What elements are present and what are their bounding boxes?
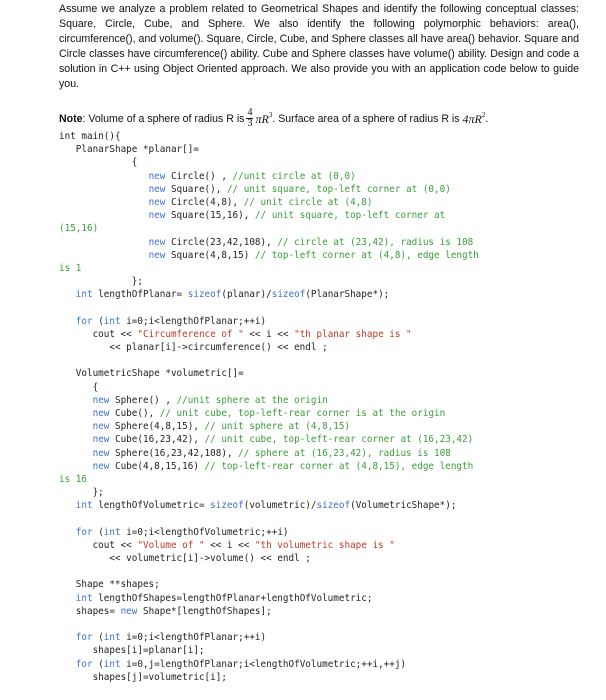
code-line	[59, 196, 579, 209]
code-token: Sphere(4,8,15),	[109, 421, 205, 433]
code-token: int	[103, 526, 121, 538]
code-token: cout <<	[59, 539, 138, 551]
volume-exponent: 3	[268, 110, 273, 119]
code-token: Cube(16,23,42),	[109, 434, 205, 446]
code-line	[59, 499, 579, 512]
code-token: new	[92, 407, 110, 419]
code-token: // top-left corner at (4,8), edge length	[254, 249, 479, 261]
code-token: (15,16)	[59, 223, 99, 235]
code-token: {	[59, 381, 99, 393]
code-token: };	[59, 487, 104, 499]
code-token	[59, 500, 76, 511]
note-label: Note	[59, 112, 83, 125]
fraction-denominator: 3	[247, 118, 253, 129]
code-token: (PlanarShape*);	[305, 289, 390, 301]
code-token: // sphere at (16,23,42), radius is 108	[238, 447, 451, 459]
code-token: // unit cube, top-left-rear corner at (16,23,42)	[204, 434, 474, 446]
code-token: // unit square, top-left corner at (0,0)	[226, 183, 451, 195]
fraction-numerator: 4	[247, 107, 253, 118]
code-line	[59, 130, 579, 143]
code-token: for	[75, 658, 93, 670]
code-token: };	[59, 276, 143, 288]
code-token: Cube(),	[109, 407, 160, 419]
intro-paragraph: Assume we analyze a problem related to Geometrical Shapes and identify the following conceptual classes: Square, Circle, Cube, and Sphere. We also identify the following polymorphic behaviors: area(), circumference(), and volume(). Square, Circle, Cube, and Sphere classes all have area() behavior. Square and Circle classes have circumference() ability. Cube and Sphere classes have volume() ability. Design and code a solution in C++ using Object Oriented approach. We also provide you with an application code below to guide you.	[59, 3, 579, 91]
code-token: int	[103, 658, 121, 670]
code-line	[59, 592, 579, 605]
code-token: (planar)/	[221, 289, 272, 301]
code-token: i=0;i<lengthOfPlanar;++i)	[120, 315, 267, 327]
code-token: is 16	[59, 473, 87, 485]
code-token: VolumetricShape *volumetric[]=	[59, 368, 244, 380]
code-token: int	[75, 289, 93, 301]
code-token: cout <<	[59, 328, 138, 340]
code-token: << planar[i]->circumference() << endl ;	[59, 342, 328, 353]
code-line	[59, 354, 579, 367]
code-token	[59, 461, 93, 472]
code-line	[59, 539, 579, 552]
code-token: "th volumetric shape is "	[254, 539, 395, 551]
code-token: i=0,j=lengthOfPlanar;i<lengthOfVolumetric;++i,++j)	[120, 658, 407, 670]
code-token	[59, 434, 93, 445]
code-line	[59, 565, 579, 578]
code-token: Square(15,16),	[165, 210, 255, 222]
code-line	[59, 433, 579, 446]
code-line	[59, 631, 579, 644]
code-token	[59, 593, 76, 604]
code-token: Shape*[lengthOfShapes];	[137, 605, 272, 617]
volume-fraction	[246, 108, 253, 129]
code-line	[59, 301, 579, 314]
code-token: // unit cube, top-left-rear corner is at the origin	[159, 407, 446, 419]
code-line	[59, 288, 579, 301]
volume-expr: πR	[255, 111, 269, 126]
code-token: new	[92, 421, 110, 433]
code-token: new	[92, 394, 110, 406]
code-token	[59, 184, 149, 195]
code-token	[59, 408, 93, 419]
code-token: is 1	[59, 262, 82, 274]
code-token: new	[148, 249, 166, 261]
code-token: shapes=	[59, 605, 121, 617]
code-line	[59, 578, 579, 591]
code-token: new	[92, 434, 110, 446]
code-token: int main(){	[59, 131, 121, 142]
note-text-before: : Volume of a sphere of radius R is	[82, 112, 245, 125]
code-token: lengthOfVolumetric=	[92, 500, 211, 512]
code-token	[59, 289, 76, 300]
code-token: //unit circle at (0,0)	[232, 170, 356, 182]
code-line	[59, 315, 579, 328]
code-token: Shape **shapes;	[59, 579, 160, 591]
code-token: // unit sphere at (4,8,15)	[204, 421, 351, 433]
code-token: // unit square, top-left corner at	[254, 210, 446, 222]
code-token: Circle(23,42,108),	[165, 236, 278, 248]
code-line	[59, 262, 579, 275]
code-line	[59, 367, 579, 380]
code-token: << i <<	[204, 539, 255, 551]
code-token: sizeof	[187, 289, 222, 301]
code-line	[59, 381, 579, 394]
code-line	[59, 407, 579, 420]
code-token: << volumetric[i]->volume() << endl ;	[59, 553, 311, 564]
code-token: sizeof	[210, 500, 244, 512]
code-token: new	[92, 447, 110, 459]
code-token: int	[103, 315, 121, 327]
code-line	[59, 512, 579, 525]
code-token: Square(4,8,15)	[165, 249, 255, 261]
surface-area-formula	[462, 110, 489, 127]
code-token: sizeof	[271, 289, 306, 301]
code-token: Circle(4,8),	[165, 196, 244, 208]
code-line	[59, 170, 579, 183]
code-token	[59, 632, 76, 643]
code-token	[59, 448, 93, 459]
note-text-end: .	[485, 112, 489, 125]
code-line	[59, 460, 579, 473]
code-token	[59, 395, 93, 406]
code-line	[59, 183, 579, 196]
area-exponent: 2	[481, 110, 486, 119]
problem-statement	[59, 2, 579, 93]
code-token: "Volume of "	[137, 539, 205, 551]
code-token: for	[75, 315, 93, 327]
code-token: (volumetric)/	[243, 500, 317, 512]
code-line	[59, 341, 579, 354]
code-token: PlanarShape *planar[]=	[59, 144, 199, 156]
volume-formula	[255, 111, 272, 127]
code-token: Sphere() ,	[109, 394, 177, 406]
code-line	[59, 222, 579, 235]
code-token: new	[148, 196, 166, 208]
code-token: new	[120, 605, 138, 617]
code-token: // top-left-rear corner at (4,8,15), edge length	[204, 460, 474, 472]
code-line	[59, 328, 579, 341]
area-expr: 4πR	[462, 111, 482, 126]
code-line	[59, 236, 579, 249]
code-line	[59, 394, 579, 407]
code-token: (VolumetricShape*);	[350, 500, 457, 512]
code-token: lengthOfShapes=lengthOfPlanar+lengthOfVolumetric;	[92, 592, 373, 604]
code-token: "Circumference of "	[137, 328, 244, 340]
code-token	[59, 659, 76, 670]
code-line	[59, 671, 579, 684]
code-line	[59, 526, 579, 539]
code-token: // unit circle at (4,8)	[243, 196, 373, 208]
code-token: i=0;i<lengthOfVolumetric;++i)	[120, 526, 289, 538]
code-token	[59, 316, 76, 327]
note-line	[59, 96, 589, 132]
code-token: (	[92, 526, 104, 538]
code-token	[59, 527, 76, 538]
code-token	[59, 250, 149, 261]
code-token: << i <<	[243, 328, 295, 340]
code-line	[59, 275, 579, 288]
code-token: Circle() ,	[165, 170, 233, 182]
code-token	[59, 421, 93, 432]
code-token: shapes[j]=volumetric[i];	[59, 671, 227, 683]
note-text-middle: . Surface area of a sphere of radius R is	[272, 112, 460, 125]
code-line	[59, 420, 579, 433]
code-token: {	[59, 157, 138, 169]
code-token: int	[75, 500, 93, 512]
code-token: (	[92, 315, 104, 327]
code-token	[59, 171, 149, 182]
code-token: new	[148, 183, 166, 195]
code-token: Cube(4,8,15,16)	[109, 460, 205, 472]
code-token: (	[92, 658, 104, 670]
code-token	[59, 197, 149, 208]
code-line	[59, 618, 579, 631]
code-line	[59, 473, 579, 486]
code-block	[59, 130, 579, 684]
code-line	[59, 156, 579, 169]
code-line	[59, 447, 579, 460]
code-token: (	[92, 632, 104, 644]
code-token: for	[75, 526, 93, 538]
code-token: int	[75, 592, 93, 604]
code-token: sizeof	[316, 500, 351, 512]
code-token: int	[103, 632, 121, 644]
code-token: Sphere(16,23,42,108),	[109, 447, 239, 459]
code-token: i=0;i<lengthOfPlanar;++i)	[120, 632, 267, 644]
code-token: "th planar shape is "	[294, 328, 412, 340]
code-line	[59, 143, 579, 156]
code-token: for	[75, 632, 93, 644]
code-line	[59, 658, 579, 671]
code-line	[59, 644, 579, 657]
code-line	[59, 552, 579, 565]
code-token	[59, 210, 149, 221]
code-token: new	[148, 236, 166, 248]
code-token: lengthOfPlanar=	[92, 289, 188, 301]
code-token: // circle at (23,42), radius is 108	[277, 236, 474, 248]
code-token: new	[148, 170, 166, 182]
code-token	[59, 237, 149, 248]
code-token: Square(),	[165, 183, 227, 195]
code-token: //unit sphere at the origin	[176, 394, 328, 406]
code-line	[59, 249, 579, 262]
code-line	[59, 486, 579, 499]
code-line	[59, 605, 579, 618]
code-token: new	[148, 210, 166, 222]
code-line	[59, 209, 579, 222]
code-token: shapes[i]=planar[i];	[59, 645, 205, 657]
code-token: new	[92, 460, 110, 472]
